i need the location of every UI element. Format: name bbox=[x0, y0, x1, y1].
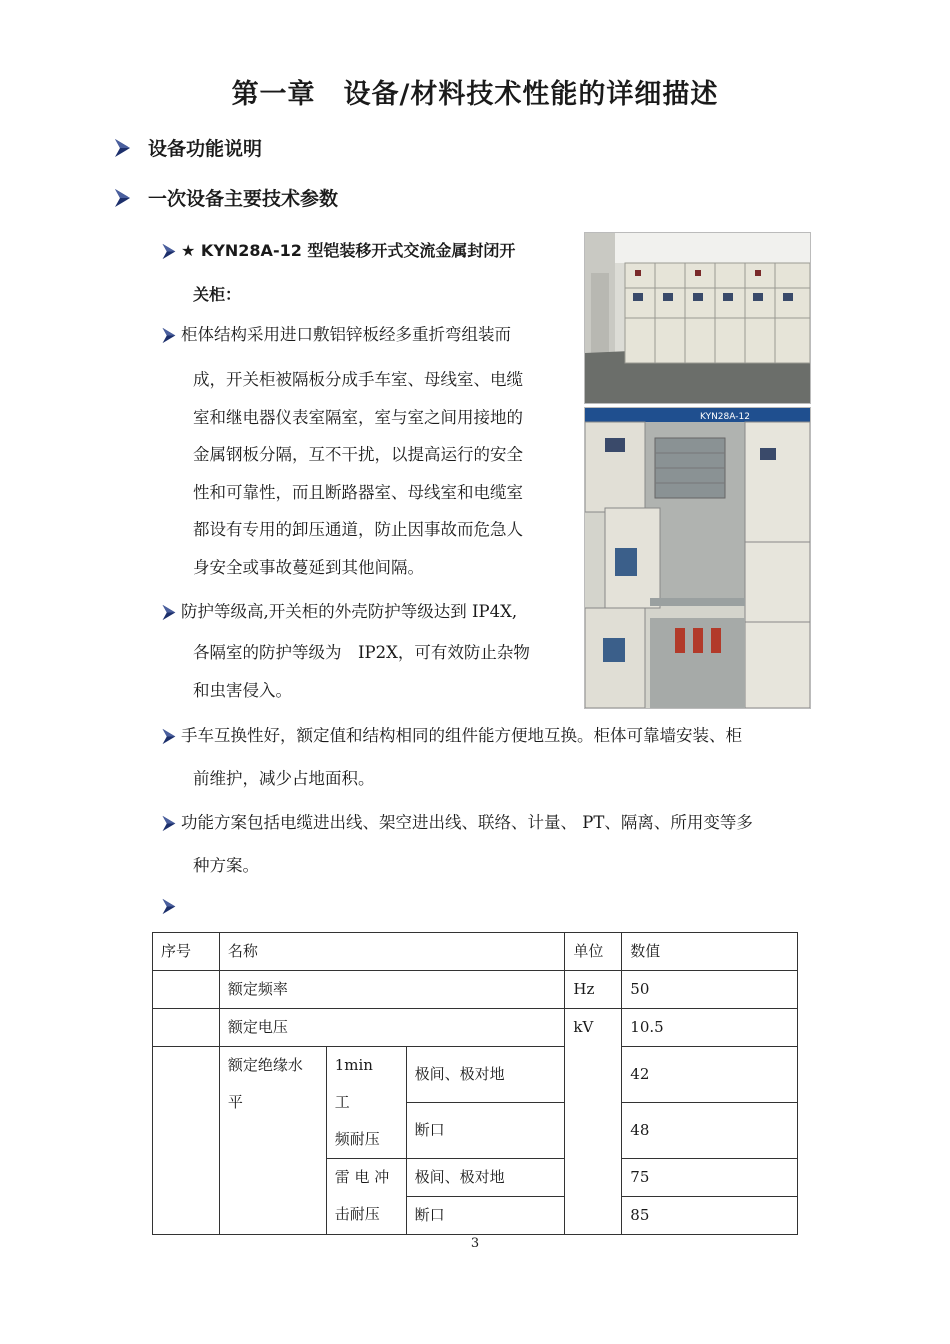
table-cell: 50 bbox=[622, 971, 798, 1009]
bullet-continuation: 种方案。 bbox=[193, 856, 259, 875]
bullet-text: 柜体结构采用进口敷铝锌板经多重折弯组装而 bbox=[181, 325, 511, 344]
arrow-bullet-icon bbox=[160, 604, 177, 621]
table-cell bbox=[153, 971, 220, 1009]
spec-table bbox=[152, 932, 798, 1235]
table-cell bbox=[326, 1159, 406, 1235]
bullet-continuation: 前维护，减少占地面积。 bbox=[193, 769, 375, 788]
text-line: 各隔室的防护等级为 IP2X，可有效防止杂物 bbox=[193, 643, 530, 662]
arrow-bullet-icon bbox=[160, 898, 177, 915]
table-cell bbox=[153, 1009, 220, 1047]
bullet-item bbox=[160, 725, 742, 755]
table-cell bbox=[326, 1047, 406, 1159]
arrow-bullet-icon bbox=[160, 815, 177, 832]
table-row bbox=[153, 1009, 798, 1047]
text-line: 和虫害侵入。 bbox=[193, 680, 292, 700]
section-heading-params bbox=[112, 184, 338, 211]
text-line: 都设有专用的卸压通道，防止因事故而危急人 bbox=[193, 520, 523, 539]
header-cell: 名称 bbox=[219, 933, 564, 971]
arrow-bullet-icon bbox=[112, 188, 132, 208]
table-header-row bbox=[153, 933, 798, 971]
table-cell: kV bbox=[565, 1009, 622, 1235]
table-cell: 断口 bbox=[406, 1103, 565, 1159]
bullet-item bbox=[160, 324, 511, 354]
arrow-bullet-icon bbox=[112, 138, 132, 158]
section-label: 一次设备主要技术参数 bbox=[148, 188, 339, 210]
table-cell: 极间、极对地 bbox=[406, 1047, 565, 1103]
table-cell: 断口 bbox=[406, 1197, 565, 1235]
bullet-text: 手车互换性好，额定值和结构相同的组件能方便地互换。柜体可靠墙安装、柜 bbox=[181, 726, 742, 745]
cell-line: 频耐压 bbox=[334, 1130, 380, 1148]
table-cell: 额定频率 bbox=[219, 971, 564, 1009]
switchgear-room-photo bbox=[584, 232, 811, 404]
table-row bbox=[153, 1047, 798, 1103]
table-cell: 极间、极对地 bbox=[406, 1159, 565, 1197]
bullet-item-empty bbox=[160, 895, 181, 915]
text-line: 身安全或事故蔓延到其他间隔。 bbox=[193, 557, 424, 577]
cell-line: 额定绝缘水 bbox=[227, 1056, 303, 1074]
table-row bbox=[153, 971, 798, 1009]
bullet-continuation bbox=[193, 634, 530, 709]
bullet-continuation bbox=[193, 361, 523, 586]
cabinet-label: KYN28A-12 bbox=[700, 412, 750, 422]
cell-line: 平 bbox=[227, 1093, 243, 1111]
table-cell: 75 bbox=[622, 1159, 798, 1197]
bullet-text: 功能方案包括电缆进出线、架空进出线、联络、计量、 PT、隔离、所用变等多 bbox=[181, 813, 753, 832]
subheading-line: 关柜： bbox=[193, 285, 242, 304]
section-heading-function bbox=[112, 134, 262, 161]
text-line: 室和继电器仪表室隔室，室与室之间用接地的 bbox=[193, 407, 523, 427]
page-title: 第一章 设备/材料技术性能的详细描述 bbox=[231, 79, 719, 110]
cell-line: 击耐压 bbox=[334, 1205, 380, 1223]
table-cell: 85 bbox=[622, 1197, 798, 1235]
subheading-item bbox=[160, 240, 515, 270]
table-cell bbox=[153, 1047, 220, 1235]
header-cell: 序号 bbox=[153, 933, 220, 971]
table-cell: Hz bbox=[565, 971, 622, 1009]
subheading-line: ★ KYN28A-12 型铠装移开式交流金属封闭开 bbox=[181, 241, 516, 260]
table-cell: 10.5 bbox=[622, 1009, 798, 1047]
cell-line: 雷 电 冲 bbox=[334, 1168, 390, 1186]
arrow-bullet-icon bbox=[160, 728, 177, 745]
bullet-text: 防护等级高,开关柜的外壳防护等级达到 IP4X, bbox=[181, 602, 518, 621]
header-cell: 数值 bbox=[622, 933, 798, 971]
arrow-bullet-icon bbox=[160, 327, 177, 344]
table-cell: 额定电压 bbox=[219, 1009, 564, 1047]
open-cabinet-photo bbox=[584, 407, 811, 709]
bullet-item bbox=[160, 812, 753, 842]
bullet-item bbox=[160, 601, 517, 631]
section-label: 设备功能说明 bbox=[148, 138, 263, 160]
arrow-bullet-icon bbox=[160, 243, 177, 260]
header-cell: 单位 bbox=[565, 933, 622, 971]
table-cell bbox=[219, 1047, 326, 1235]
table-cell: 42 bbox=[622, 1047, 798, 1103]
table-cell: 48 bbox=[622, 1103, 798, 1159]
text-line: 性和可靠性，而且断路器室、母线室和电缆室 bbox=[193, 482, 523, 502]
text-line: 金属钢板分隔，互不干扰，以提高运行的安全 bbox=[193, 445, 523, 464]
page-number: 3 bbox=[470, 1236, 480, 1251]
text-line: 成，开关柜被隔板分成手车室、母线室、电缆 bbox=[193, 370, 523, 389]
cell-line: 1min 工 bbox=[334, 1056, 388, 1111]
